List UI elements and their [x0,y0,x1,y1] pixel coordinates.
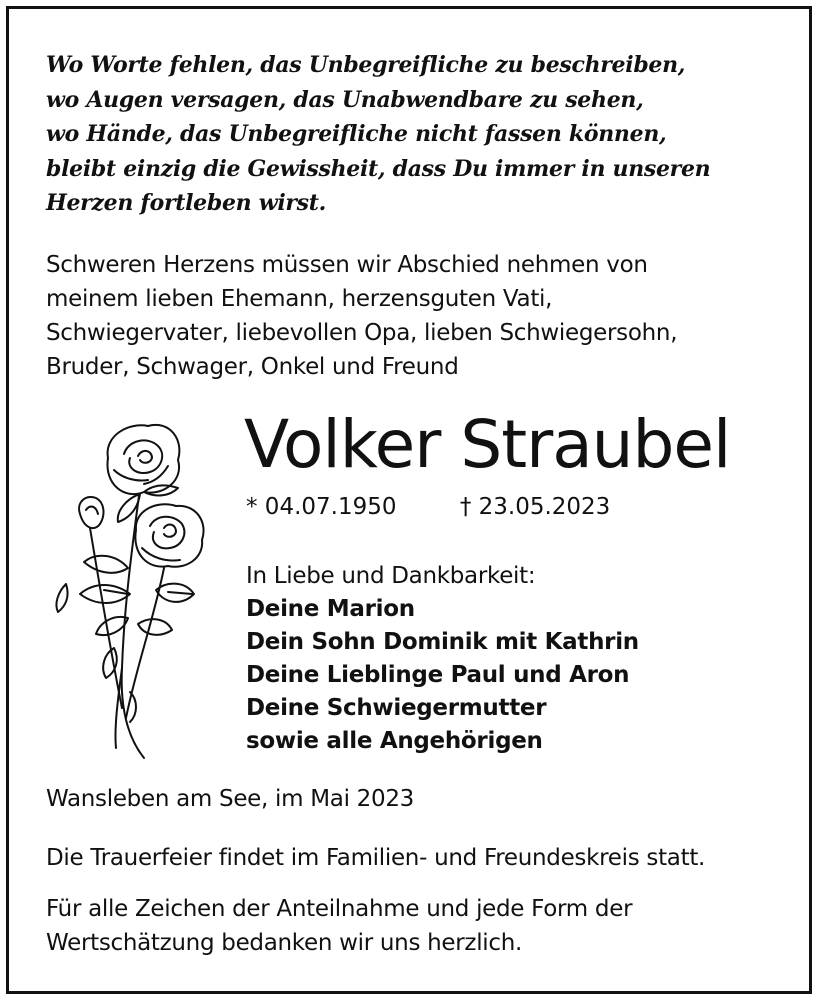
intro-line: Schweren Herzens müssen wir Abschied nehmen von [46,252,648,278]
birth-date: * 04.07.1950 [246,494,397,520]
life-dates [246,490,610,524]
intro-line: Schwiegervater, liebevollen Opa, lieben Schwiegersohn, [46,320,678,346]
intro-line: meinem lieben Ehemann, herzensguten Vati, [46,286,553,312]
mourners-intro: In Liebe und Dankbarkeit: [246,563,536,589]
thanks-line: Wertschätzung bedanken wir uns herzlich. [46,930,523,956]
mourner-name: Deine Marion [246,596,415,622]
deceased-name: Volker Straubel [244,406,731,483]
intro-text [46,248,786,384]
poem-line: bleibt einzig die Gewissheit, dass Du immer in unseren [46,155,711,182]
poem-line: wo Augen versagen, das Unabwendbare zu sehen, [46,86,644,113]
thanks-note [46,892,632,960]
death-date: † 23.05.2023 [459,494,611,520]
mourner-name: Deine Schwiegermutter [246,695,547,721]
poem-line: wo Hände, das Unbegreifliche nicht fassen können, [46,121,667,147]
poem-line: Herzen fortleben wirst. [46,190,326,216]
rose-bouquet-icon [44,418,216,778]
mourner-name: sowie alle Angehörigen [246,728,543,754]
mourner-name: Dein Sohn Dominik mit Kathrin [246,629,639,655]
place-date: Wansleben am See, im Mai 2023 [46,786,415,812]
poem [46,48,786,221]
mourners [246,560,639,758]
poem-line: Wo Worte fehlen, das Unbegreifliche zu beschreiben, [46,52,686,78]
mourner-name: Deine Lieblinge Paul und Aron [246,662,630,688]
ceremony-note: Die Trauerfeier findet im Familien- und Freundeskreis statt. [46,845,706,871]
thanks-line: Für alle Zeichen der Anteilnahme und jede Form der [46,896,633,922]
intro-line: Bruder, Schwager, Onkel und Freund [46,354,459,380]
